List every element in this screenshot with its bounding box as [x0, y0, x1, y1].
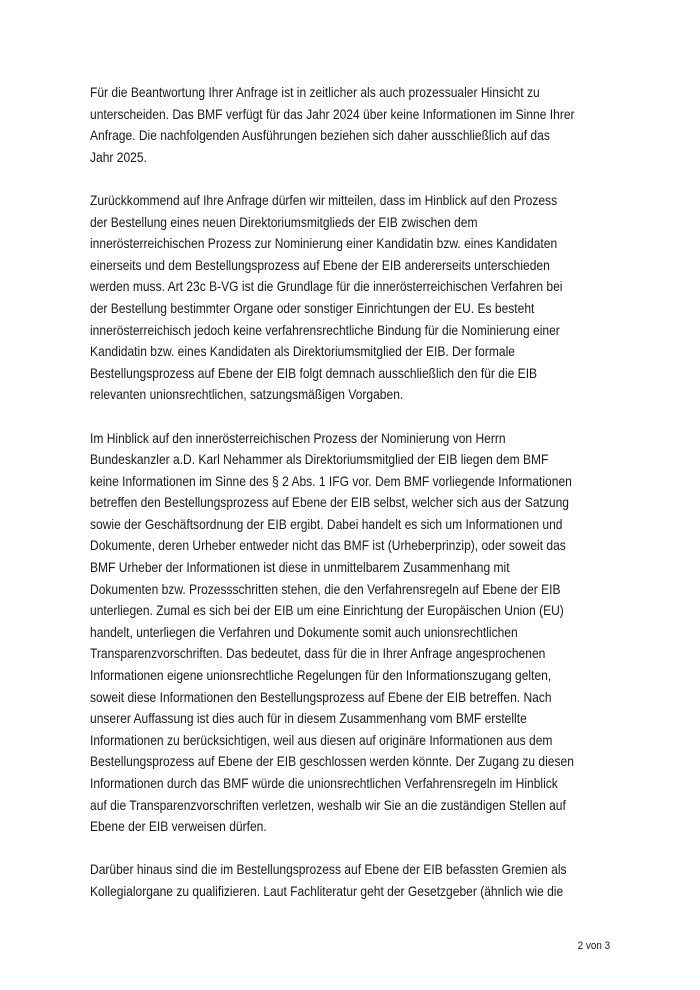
text-line: Darüber hinaus sind die im Bestellungsprozess auf Ebene der EIB befassten Gremien als — [90, 861, 567, 878]
text-line: einerseits und dem Bestellungsprozess auf Ebene der EIB andererseits unterschieden — [90, 256, 550, 273]
text-line: werden muss. Art 23c B-VG ist die Grundlage für die innerösterreichischen Verfahren bei — [90, 278, 563, 295]
text-line: innerösterreichischen Prozess zur Nominierung einer Kandidatin bzw. eines Kandidaten — [90, 235, 558, 252]
text-line: BMF Urheber der Informationen ist diese in unmittelbarem Zusammenhang mit — [90, 559, 510, 576]
text-line: Dokumente, deren Urheber entweder nicht das BMF ist (Urheberprinzip), oder soweit das — [90, 537, 566, 554]
paragraph — [90, 190, 650, 406]
page-number: 2 von 3 — [577, 940, 610, 952]
text-line: Ebene der EIB verweisen dürfen. — [90, 818, 267, 835]
text-line: Kandidatin bzw. eines Kandidaten als Direktoriumsmitglied der EIB. Der formale — [90, 343, 515, 360]
text-line: Bundeskanzler a.D. Karl Nehammer als Direktoriumsmitglied der EIB liegen dem BMF — [90, 451, 549, 468]
text-line: unserer Auffassung ist dies auch für in diesem Zusammenhang vom BMF erstellte — [90, 710, 527, 727]
text-line: Bestellungsprozess auf Ebene der EIB folgt demnach ausschließlich den für die EIB — [90, 364, 538, 381]
text-line: Bestellungsprozess auf Ebene der EIB geschlossen werden könnte. Der Zugang zu diesen — [90, 753, 574, 770]
text-line: Transparenzvorschriften. Das bedeutet, dass für die in Ihrer Anfrage angesprochenen — [90, 645, 546, 662]
text-line: Kollegialorgane zu qualifizieren. Laut Fachliteratur geht der Gesetzgeber (ähnlich wie die — [90, 882, 564, 899]
paragraph — [90, 82, 650, 168]
text-line: Jahr 2025. — [90, 148, 147, 165]
text-line: Für die Beantwortung Ihrer Anfrage ist in zeitlicher als auch prozessualer Hinsicht zu — [90, 84, 540, 100]
paragraph-spacer — [90, 406, 650, 428]
text-line: handelt, unterliegen die Verfahren und Dokumente somit auch unionsrechtlichen — [90, 623, 518, 640]
paragraph-spacer — [90, 838, 650, 860]
text-line: Zurückkommend auf Ihre Anfrage dürfen wir mitteilen, dass im Hinblick auf den Prozess — [90, 191, 558, 208]
paragraph — [90, 428, 650, 838]
text-line: der Bestellung eines neuen Direktoriumsmitglieds der EIB zwischen dem — [90, 213, 478, 230]
text-line: der Bestellung bestimmter Organe oder sonstiger Einrichtungen der EU. Es besteht — [90, 299, 535, 316]
text-line: Anfrage. Die nachfolgenden Ausführungen beziehen sich daher ausschließlich auf das — [90, 127, 550, 144]
text-line: relevanten unionsrechtlichen, satzungsmäßigen Vorgaben. — [90, 386, 404, 403]
paragraph-spacer — [90, 168, 650, 190]
text-line: soweit diese Informationen den Bestellungsprozess auf Ebene der EIB betreffen. Nach — [90, 688, 552, 705]
text-line: unterscheiden. Das BMF verfügt für das Jahr 2024 über keine Informationen im Sinne Ihrer — [90, 105, 575, 122]
text-line: Informationen durch das BMF würde die unionsrechtlichen Verfahrensregeln im Hinblick — [90, 775, 558, 791]
document-body — [90, 82, 650, 903]
text-line: betreffen den Bestellungsprozess auf Ebene der EIB selbst, welcher sich aus der Satzung — [90, 494, 569, 511]
text-line: auf die Transparenzvorschriften verletzen, weshalb wir Sie an die zuständigen Stellen auf — [90, 796, 566, 813]
text-line: keine Informationen im Sinne des § 2 Abs. 1 IFG vor. Dem BMF vorliegende Informationen — [90, 472, 572, 489]
text-line: innerösterreichisch jedoch keine verfahrensrechtliche Bindung für die Nominierung einer — [90, 321, 560, 338]
text-line: Informationen zu berücksichtigen, weil aus diesen auf originäre Informationen aus dem — [90, 731, 553, 748]
paragraph — [90, 859, 650, 902]
text-line: Im Hinblick auf den innerösterreichischen Prozess der Nominierung von Herrn — [90, 429, 506, 446]
text-line: unterliegen. Zumal es sich bei der EIB um eine Einrichtung der Europäischen Union (EU) — [90, 602, 564, 619]
text-line: sowie der Geschäftsordnung der EIB ergibt. Dabei handelt es sich um Informationen und — [90, 515, 563, 532]
text-line: Informationen eigene unionsrechtliche Regelungen für den Informationszugang gelten, — [90, 667, 552, 684]
text-line: Dokumenten bzw. Prozessschritten stehen, die den Verfahrensregeln auf Ebene der EIB — [90, 580, 561, 597]
